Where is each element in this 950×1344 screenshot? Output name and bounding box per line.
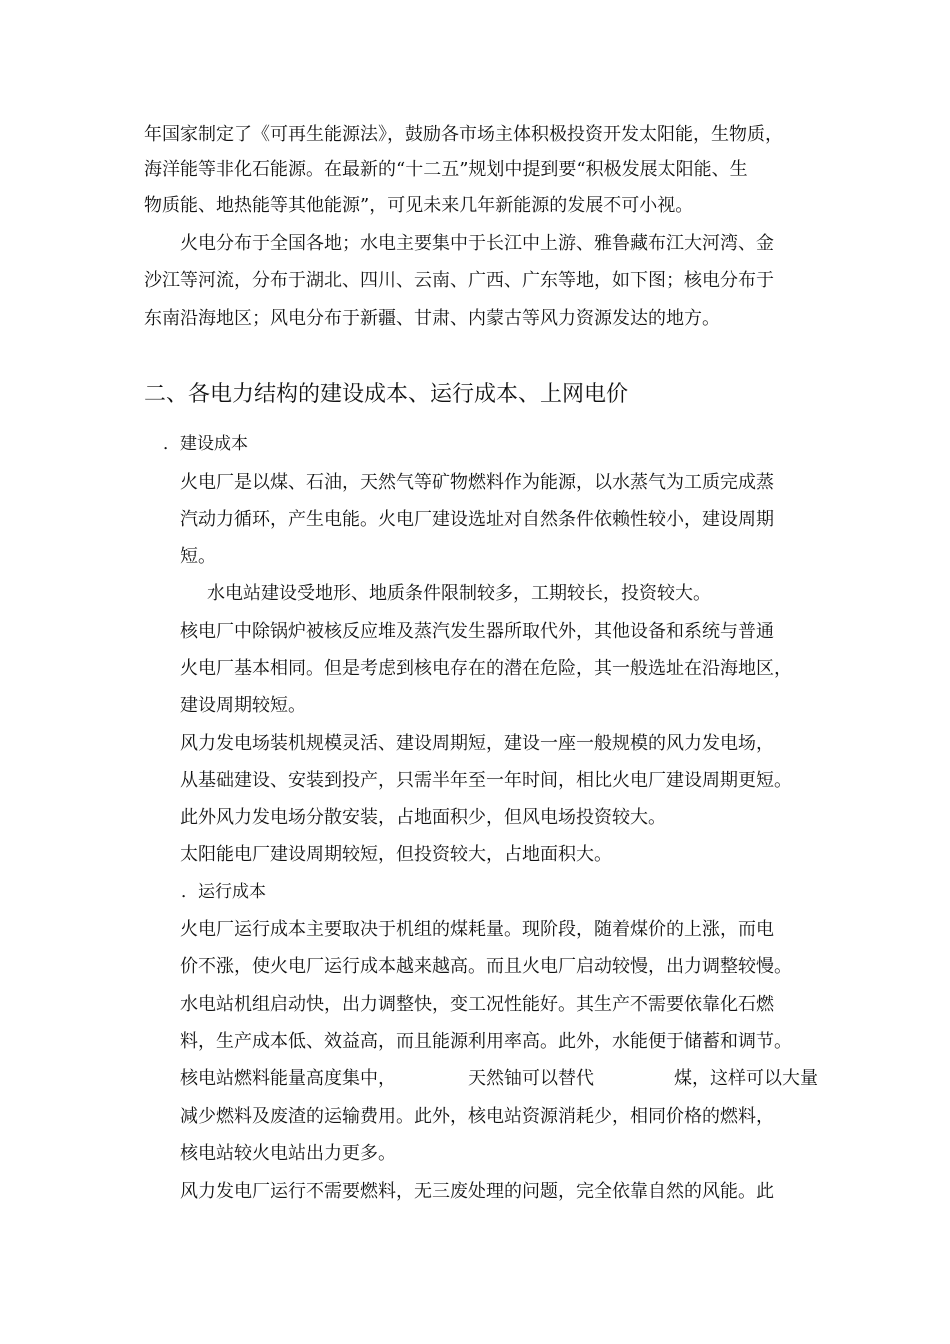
text-line: 火电分布于全国各地；水电主要集中于长江中上游、雅鲁藏布江大河湾、金: [180, 233, 774, 254]
text-line: 建设周期较短。: [180, 695, 306, 716]
text-line: [180, 1068, 818, 1090]
text-line: 价不涨，使火电厂运行成本越来越高。而且火电厂启动较慢，出力调整较慢。: [180, 956, 792, 977]
text-line: 沙江等河流，分布于湖北、四川、云南、广西、广东等地，如下图；核电分布于: [144, 270, 774, 291]
text-line: 海洋能等非化石能源。在最新的“十二五”规划中提到要“积极发展太阳能、生: [144, 159, 748, 180]
text-line: 此外风力发电场分散安装，占地面积少，但风电场投资较大。: [180, 807, 666, 828]
text-line: 核电厂中除锅炉被核反应堆及蒸汽发生器所取代外，其他设备和系统与普通: [180, 621, 774, 642]
text-line: 东南沿海地区；风电分布于新疆、甘肃、内蒙古等风力资源发达的地方。: [144, 308, 720, 329]
text-line: 水电站机组启动快，出力调整快，变工况性能好。其生产不需要依靠化石燃: [180, 994, 774, 1015]
text-line: 短。: [180, 546, 216, 567]
text-line: 料，生产成本低、效益高，而且能源利用率高。此外，水能便于储蓄和调节。: [180, 1031, 792, 1052]
text-line: 减少燃料及废渣的运输费用。此外，核电站资源消耗少，相同价格的燃料，: [180, 1106, 774, 1127]
text-line: 火电厂是以煤、石油，天然气等矿物燃料作为能源，以水蒸气为工质完成蒸: [180, 472, 774, 493]
text-line: 物质能、地热能等其他能源”，可见未来几年新能源的发展不可小视。: [144, 195, 694, 216]
text-line: 火电厂基本相同。但是考虑到核电存在的潜在危险，其一般选址在沿海地区，: [180, 658, 792, 679]
text-line: 年国家制定了《可再生能源法》，鼓励各市场主体积极投资开发太阳能，生物质，: [144, 124, 783, 145]
construction-solar-paragraph: 太阳能电厂建设周期较短，但投资较大，占地面积大。: [180, 844, 612, 865]
text-segment: 核电站燃料能量高度集中，: [180, 1068, 396, 1089]
subsection-label-operation: ．运行成本: [181, 882, 266, 902]
construction-hydro-paragraph: 水电站建设受地形、地质条件限制较多，工期较长，投资较大。: [207, 583, 711, 604]
subsection-label-construction: ．建设成本: [163, 434, 248, 454]
text-line: 从基础建设、安装到投产，只需半年至一年时间，相比火电厂建设周期更短。: [180, 770, 792, 791]
text-segment: 煤，这样可以大量: [674, 1068, 818, 1089]
text-line: 核电站较火电站出力更多。: [180, 1143, 396, 1164]
section-heading: 二、各电力结构的建设成本、运行成本、上网电价: [144, 382, 629, 407]
text-line: 风力发电场装机规模灵活、建设周期短，建设一座一般规模的风力发电场，: [180, 733, 774, 754]
text-segment: 天然铀可以替代: [468, 1068, 594, 1089]
operation-wind-paragraph: 风力发电厂运行不需要燃料，无三废处理的问题，完全依靠自然的风能。此: [180, 1181, 774, 1202]
text-line: 汽动力循环，产生电能。火电厂建设选址对自然条件依赖性较小，建设周期: [180, 509, 774, 530]
text-line: 火电厂运行成本主要取决于机组的煤耗量。现阶段，随着煤价的上涨，而电: [180, 919, 774, 940]
